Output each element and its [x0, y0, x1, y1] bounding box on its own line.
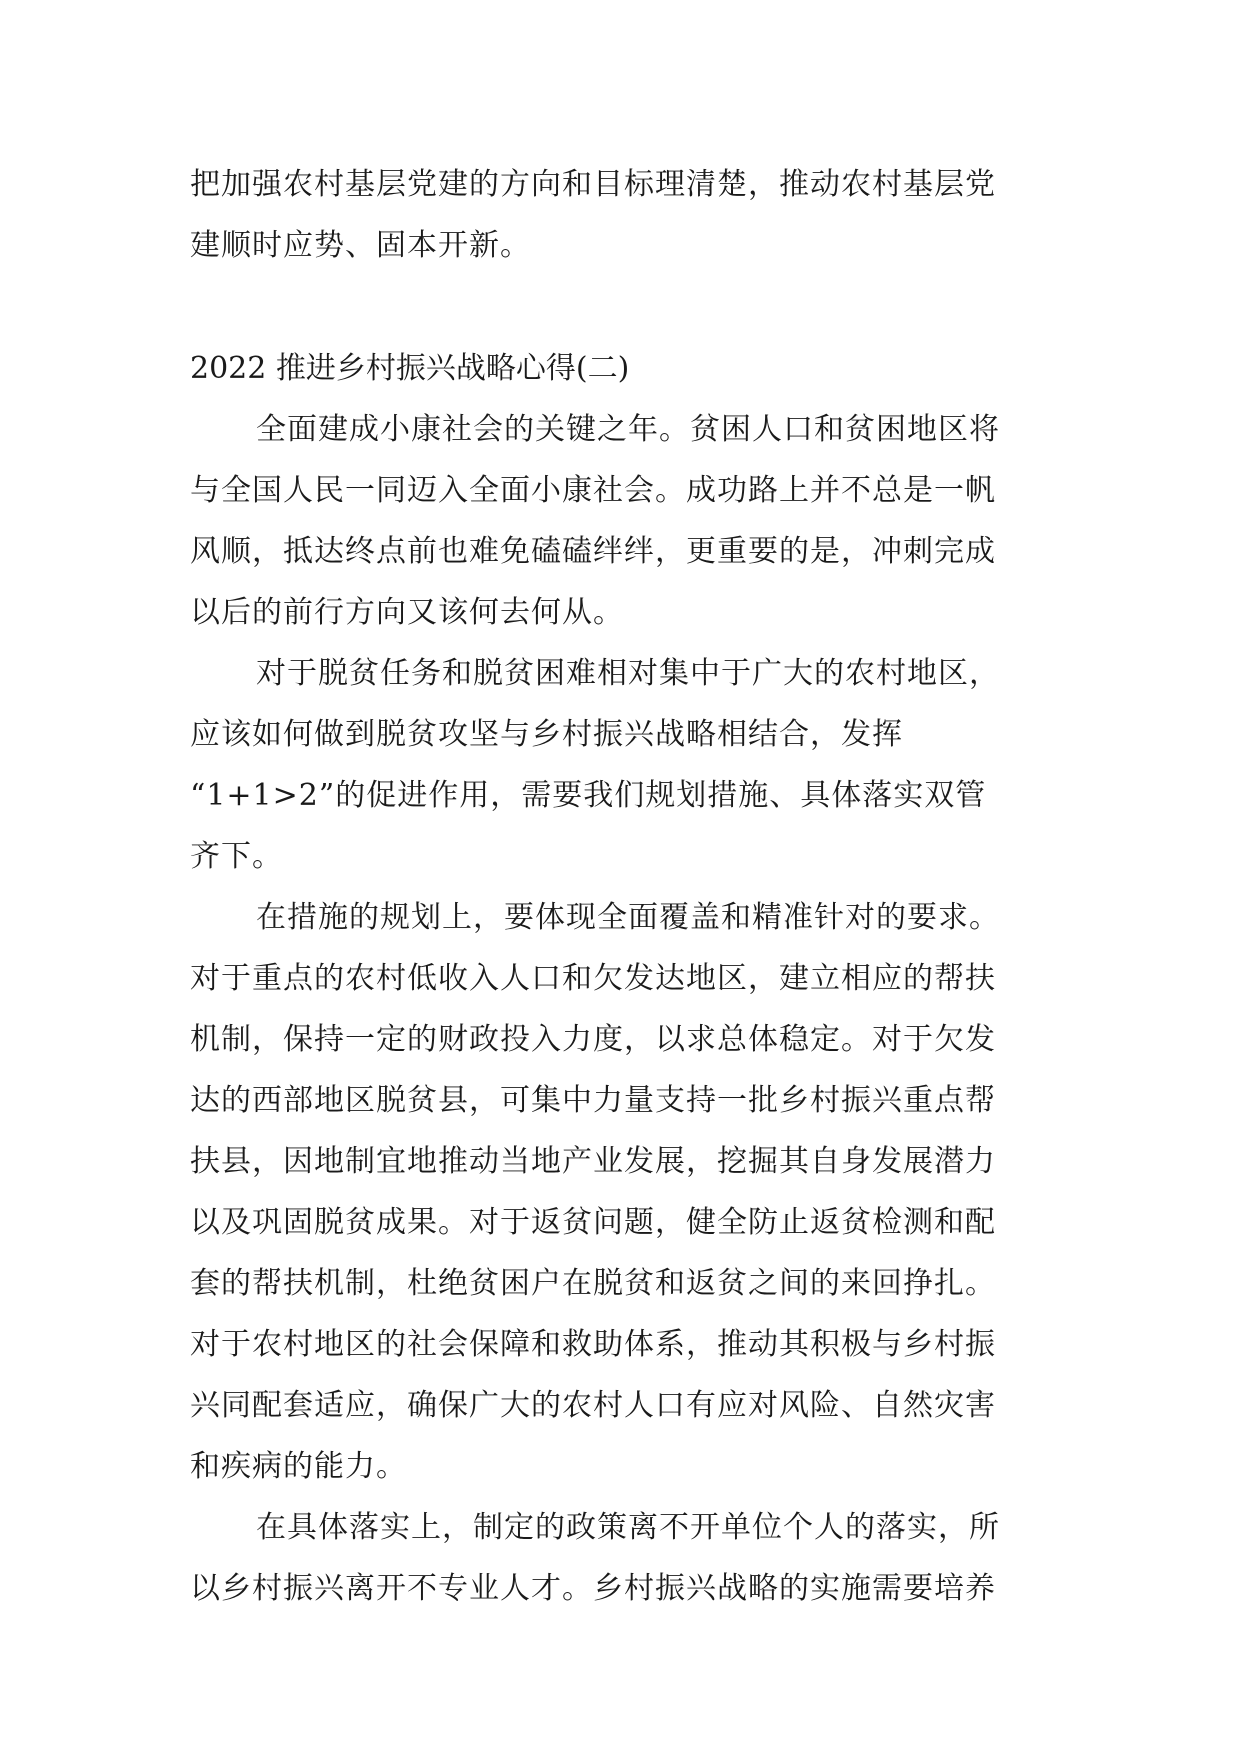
article-title: 2022 推进乡村振兴战略心得(二)	[190, 351, 630, 386]
text-line: 建顺时应势、固本开新。	[190, 228, 531, 263]
text-line: 应该如何做到脱贫攻坚与乡村振兴战略相结合，发挥	[190, 717, 903, 752]
text-line: 和疾病的能力。	[190, 1449, 407, 1484]
text-line: 以及巩固脱贫成果。对于返贫问题，健全防止返贫检测和配	[190, 1205, 996, 1240]
paragraph-1	[190, 399, 1050, 643]
text-line: 扶县，因地制宜地推动当地产业发展，挖掘其自身发展潜力	[190, 1144, 996, 1179]
text-line: 在具体落实上，制定的政策离不开单位个人的落实，所	[256, 1510, 1000, 1545]
paragraph-4	[190, 1497, 1050, 1619]
text-line: 以后的前行方向又该何去何从。	[190, 595, 624, 630]
text-line: 齐下。	[190, 839, 283, 874]
text-line: 对于农村地区的社会保障和救助体系，推动其积极与乡村振	[190, 1327, 996, 1362]
text-line: 达的西部地区脱贫县，可集中力量支持一批乡村振兴重点帮	[190, 1083, 996, 1118]
text-line: 兴同配套适应，确保广大的农村人口有应对风险、自然灾害	[190, 1388, 996, 1423]
text-line: 对于重点的农村低收入人口和欠发达地区，建立相应的帮扶	[190, 961, 996, 996]
text-line: 以乡村振兴离开不专业人才。乡村振兴战略的实施需要培养	[190, 1571, 996, 1606]
text-line: 套的帮扶机制，杜绝贫困户在脱贫和返贫之间的来回挣扎。	[190, 1266, 996, 1301]
text-line: 机制，保持一定的财政投入力度，以求总体稳定。对于欠发	[190, 1022, 996, 1057]
text-line: 风顺，抵达终点前也难免磕磕绊绊，更重要的是，冲刺完成	[190, 534, 996, 569]
text-line: “1+1>2”的促进作用，需要我们规划措施、具体落实双管	[190, 778, 987, 813]
text-line: 把加强农村基层党建的方向和目标理清楚，推动农村基层党	[190, 167, 996, 202]
continuation-paragraph	[190, 154, 1050, 276]
text-line: 与全国人民一同迈入全面小康社会。成功路上并不总是一帆	[190, 473, 996, 508]
text-line: 在措施的规划上，要体现全面覆盖和精准针对的要求。	[256, 900, 1000, 935]
text-line: 全面建成小康社会的关键之年。贫困人口和贫困地区将	[256, 412, 1000, 447]
paragraph-2	[190, 643, 1050, 887]
article	[190, 338, 1050, 1619]
paragraph-3	[190, 887, 1050, 1497]
text-line: 对于脱贫任务和脱贫困难相对集中于广大的农村地区，	[256, 656, 1000, 691]
